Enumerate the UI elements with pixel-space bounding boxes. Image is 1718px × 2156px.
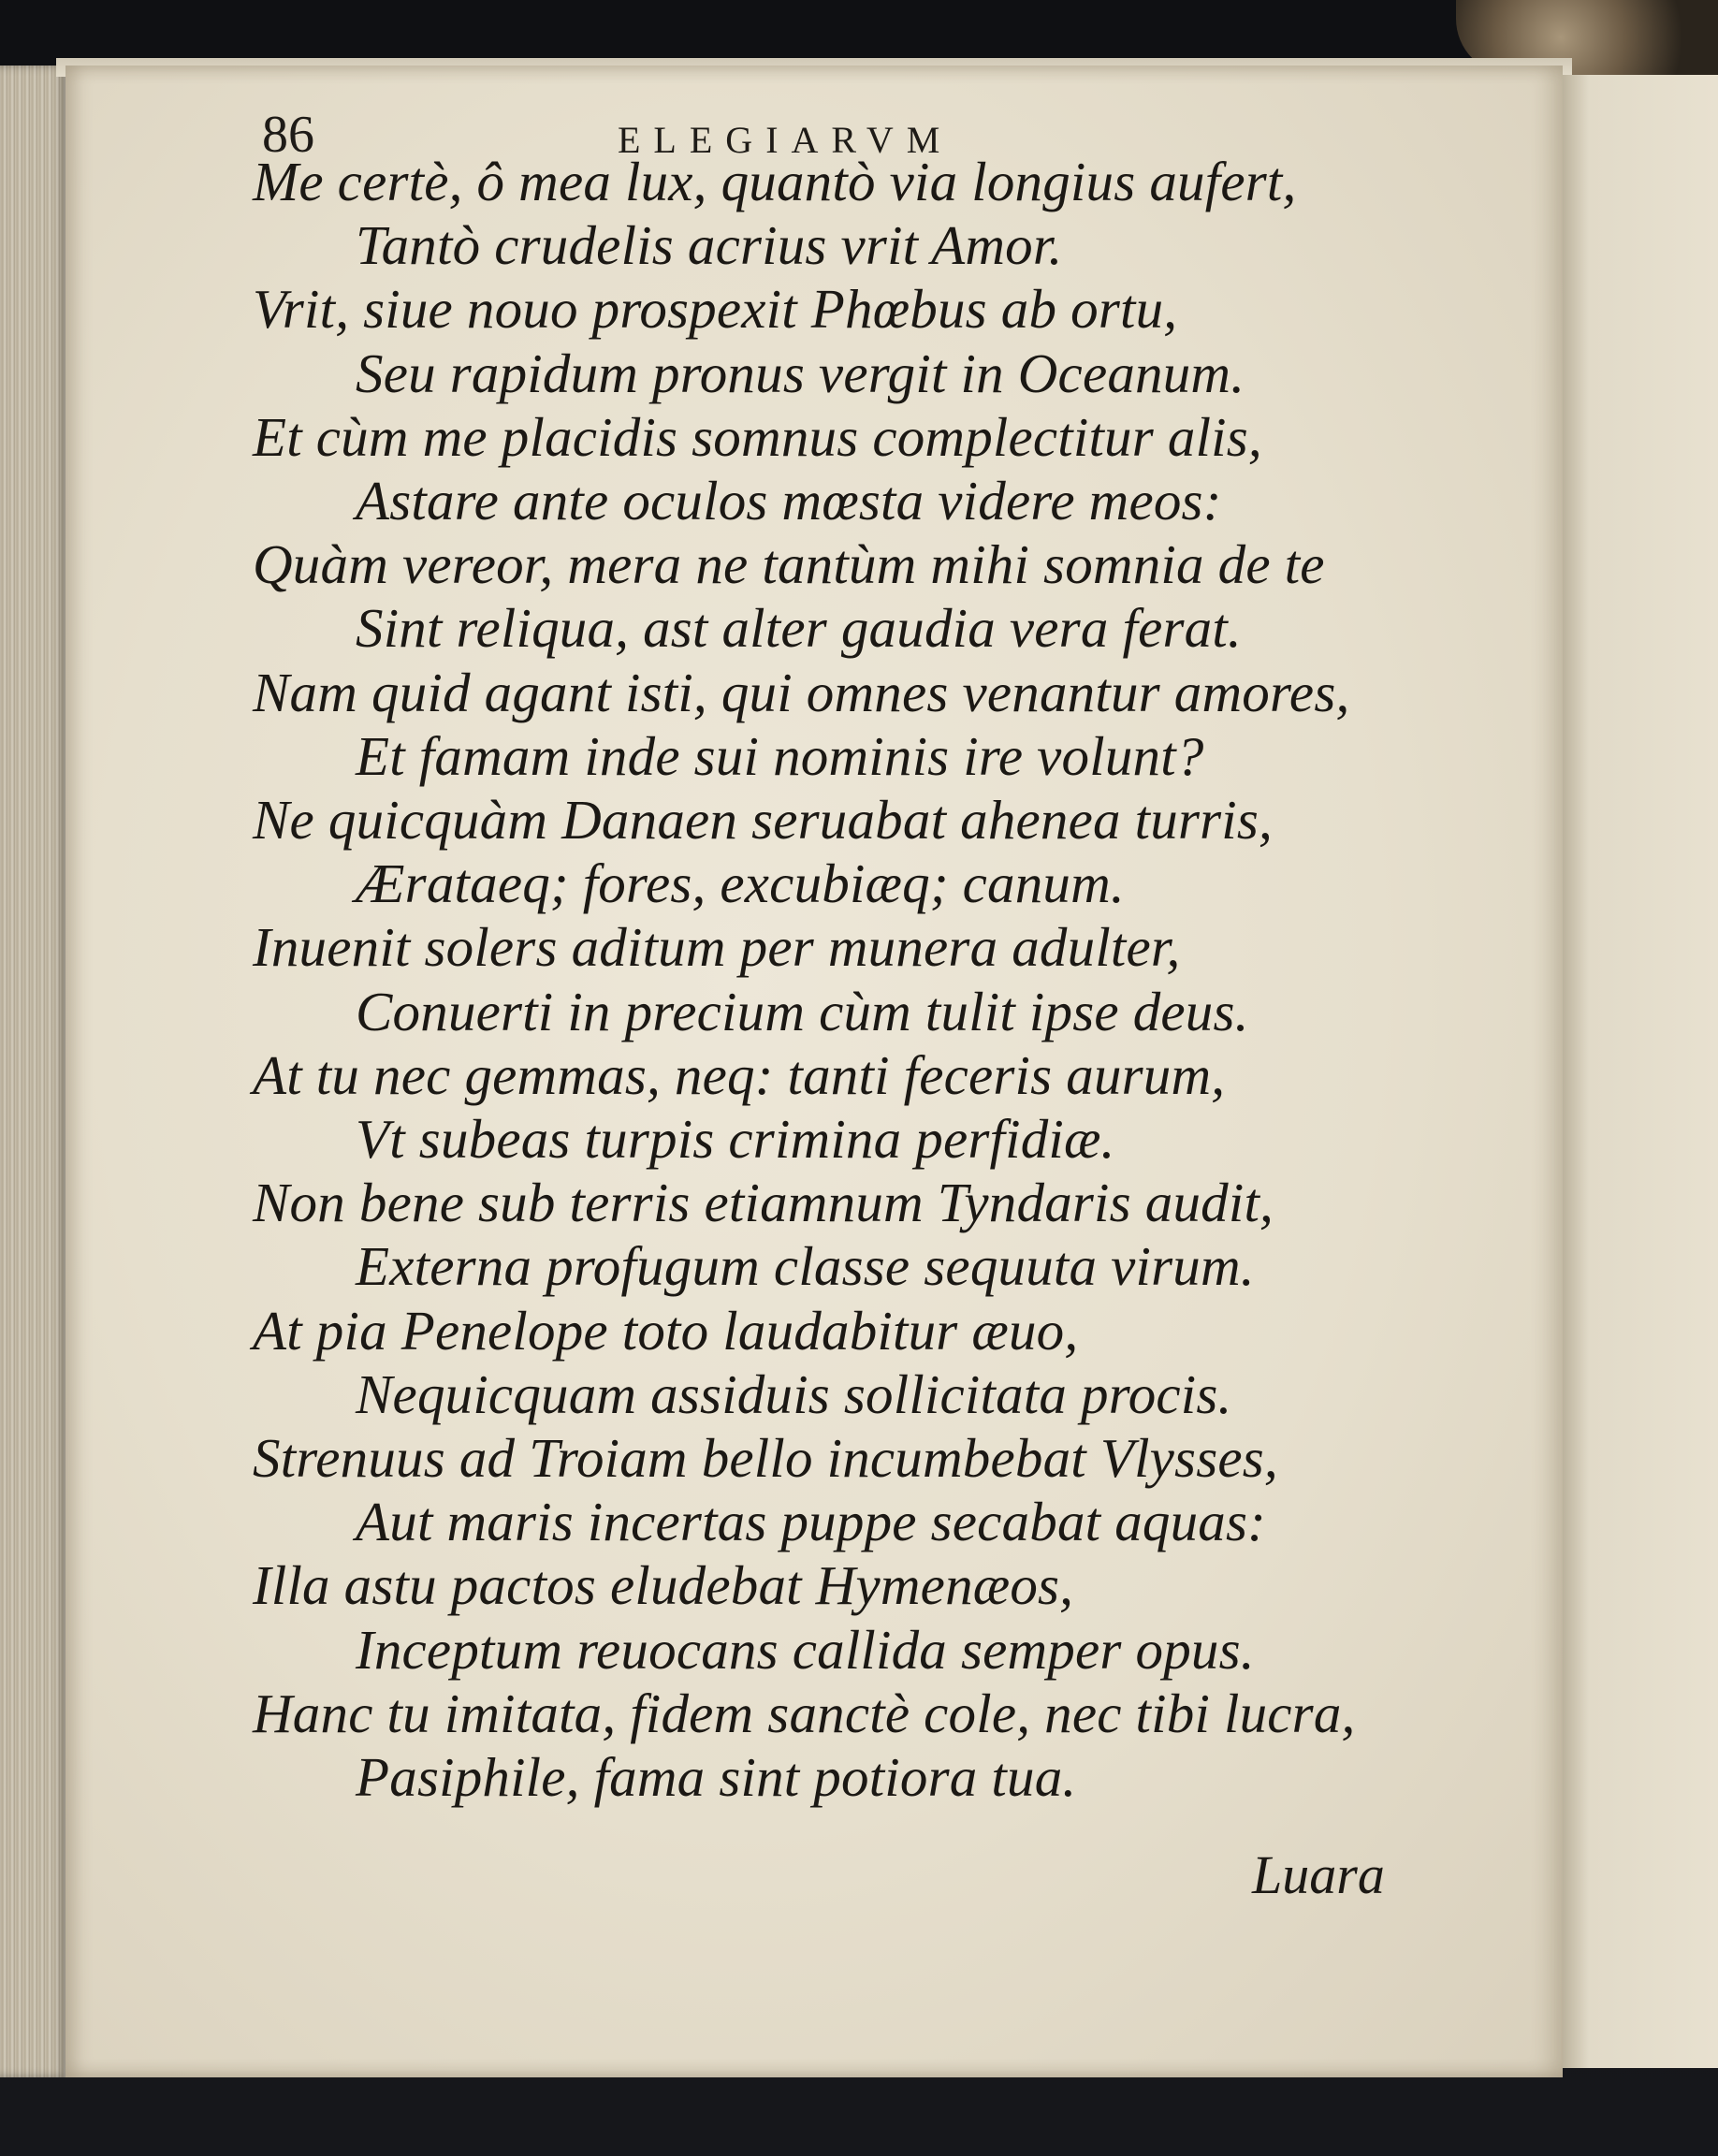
verse-line-pentameter: Seu rapidum pronus vergit in Oceanum. xyxy=(356,342,1245,404)
book-fore-edge xyxy=(0,66,67,2077)
verse-line-pentameter: Externa profugum classe sequuta virum. xyxy=(356,1235,1255,1298)
verse-line-hexameter: Non bene sub terris etiamnum Tyndaris audit, xyxy=(253,1172,1274,1234)
verse-line-pentameter: Ærataeq; fores, excubiæq; canum. xyxy=(356,852,1125,915)
verse-line-hexameter: At pia Penelope toto laudabitur æuo, xyxy=(253,1299,1079,1362)
verse-line-hexameter: Inuenit solers aditum per munera adulter, xyxy=(253,916,1181,979)
verse-line-pentameter: Conuerti in precium cùm tulit ipse deus. xyxy=(356,980,1249,1042)
verse-line-pentameter: Pasiphile, fama sint potiora tua. xyxy=(356,1746,1077,1808)
running-head: ELEGIARVM xyxy=(618,119,954,161)
verse-line-hexameter: Nam quid agant isti, qui omnes venantur amores, xyxy=(253,661,1350,723)
verse-line-pentameter: Nequicquam assiduis sollicitata procis. xyxy=(356,1362,1232,1425)
verse-line-pentameter: Aut maris incertas puppe secabat aquas: xyxy=(356,1491,1267,1553)
facing-page xyxy=(1561,75,1718,2068)
verse-line-hexameter: At tu nec gemmas, neq: tanti feceris aurum, xyxy=(253,1043,1226,1106)
verse-line-hexameter: Et cùm me placidis somnus complectitur alis, xyxy=(253,405,1262,468)
verse-line-hexameter: Illa astu pactos eludebat Hymenæos, xyxy=(253,1554,1074,1617)
verse-line-hexameter: Me certè, ô mea lux, quantò via longius aufert, xyxy=(253,151,1297,212)
catchword: Luara xyxy=(1252,1844,1385,1905)
verse-line-pentameter: Sint reliqua, ast alter gaudia vera ferat. xyxy=(356,597,1242,660)
verse-line-hexameter: Ne quicquàm Danaen seruabat ahenea turris, xyxy=(253,789,1273,851)
verse-line-pentameter: Tantò crudelis acrius vrit Amor. xyxy=(356,214,1063,277)
verse-line-hexameter: Vrit, siue nouo prospexit Phœbus ab ortu, xyxy=(253,278,1178,341)
verse-line-pentameter: Astare ante oculos mœsta videre meos: xyxy=(356,470,1222,532)
page-number: 86 xyxy=(262,106,314,164)
verse-line-pentameter: Vt subeas turpis crimina perfidiæ. xyxy=(356,1108,1115,1170)
verse-line-hexameter: Quàm vereor, mera ne tantùm mihi somnia de te xyxy=(253,533,1325,596)
verse-line-hexameter: Hanc tu imitata, fidem sanctè cole, nec tibi lucra, xyxy=(253,1682,1356,1744)
verse-line-pentameter: Et famam inde sui nominis ire volunt? xyxy=(356,724,1204,787)
verse-line-hexameter: Strenuus ad Troiam bello incumbebat Vlysses, xyxy=(253,1427,1278,1489)
verse-line-pentameter: Inceptum reuocans callida semper opus. xyxy=(356,1618,1255,1681)
